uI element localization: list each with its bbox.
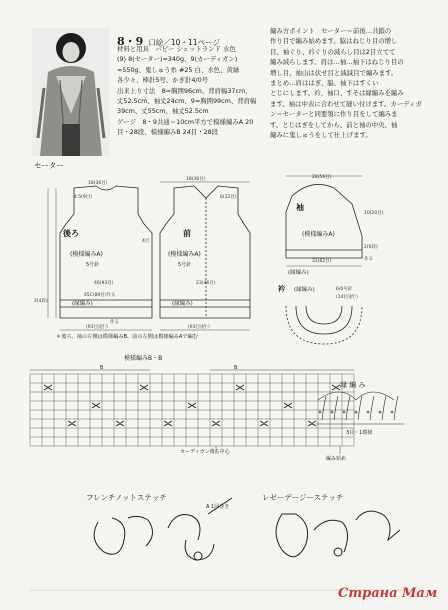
back-piece-title: 後ろ (63, 229, 79, 238)
dimension-label: (93目)拾う (86, 325, 109, 330)
chart-b-title: 模様編みB・B (124, 355, 163, 362)
dimension-label: 4目 (142, 239, 150, 244)
collar-dimension: (14目)拾う (336, 295, 359, 300)
chart-b-label-right: B (234, 365, 238, 371)
materials-line: ゲージ 8・9共通＝10cm平方で模様編みA 20 (117, 117, 254, 126)
instruction-line: す。とじはぎをしてから、前と袖の中央、袖 (270, 120, 398, 129)
page-reference: 口絵／10・11ページ (148, 38, 220, 47)
back-piece-pattern: (模様編みA) (70, 251, 103, 258)
dimension-label: 2(4段) (34, 299, 48, 304)
sleeve-title: 袖 (296, 203, 304, 212)
instruction-line: 目、袖ぐり、衿ぐりの減らし目は2目立てて (270, 47, 396, 56)
chart-b-center-caption: カーディガン後ろ中心 (180, 449, 230, 455)
dimension-label: 4.5(9目) (74, 195, 93, 200)
dimension-label: 6(12目) (220, 195, 237, 200)
sleeve-dimension: 28(56目) (312, 175, 332, 180)
instruction-line: 編みに鬼しゅうをして仕上げます。 (270, 131, 372, 140)
lazy-daisy-title: レゼーデージーステッチ (262, 493, 344, 502)
sleeve-edging: (縁編み) (288, 270, 309, 276)
dimension-label: 23(46目) (196, 281, 216, 286)
instruction-line: まとめ…肩ははぎ、脇、袖下はすくい (270, 79, 379, 88)
front-needle-size: 5号針 (178, 262, 192, 268)
back-needle-size: 5号針 (86, 262, 100, 268)
materials-line: 出来上り寸法 8=胸囲96cm、背肩幅37cm、 (117, 86, 252, 95)
model-number: 8・9 (117, 35, 144, 48)
instruction-line: 増し目、袖山は伏せ目と減減目で編みます。 (270, 68, 398, 77)
materials-line: 各少々、棒針5号、かぎ針4/0号 (117, 76, 209, 85)
front-edging-label: (縁編み) (172, 301, 193, 307)
dimension-label: 18(36目) (88, 181, 108, 186)
materials-line: 材料と用具 パピー シェットランド 水色 (117, 45, 236, 53)
front-piece-pattern: (模様編みA) (168, 251, 201, 258)
materials-line: =550g、鬼しゅう糸 #25 白、水色、黄緑 (117, 65, 240, 74)
chart-b-start-caption: 編み始め (326, 456, 347, 462)
sleeve-dimension: 31(62目) (312, 259, 332, 264)
sweater-section-title: セーター (34, 161, 64, 170)
instruction-line: 編み方ポイント セーター＝前後…共鎖の (270, 27, 392, 35)
back-edging-label: (縁編み) (72, 301, 93, 307)
materials-line: 丈52.5cm、袖丈24cm、9=胸囲99cm、背肩幅 (117, 97, 257, 106)
watermark: Страна Мам (338, 586, 438, 601)
dimension-label: (93目)拾う (188, 325, 211, 330)
instruction-line: とじにします。衿、袖口、すそは縁編みを編み (270, 89, 404, 98)
dimension-label: 46(93目) (94, 281, 114, 286)
edging-chart-title: 縁 編 み (340, 381, 366, 389)
instruction-line: ます。袖は中表に合わせて縫い付けます。カーディガ (270, 99, 422, 108)
instruction-line: ン＝セーターと同要領に作り目をして編みま (270, 110, 398, 119)
collar-edging: (縁編み) (294, 287, 315, 293)
french-knot-title: フレンチノットステッチ (86, 493, 167, 502)
dimension-label: 作る (110, 320, 119, 325)
collar-dimension: 6/0号針 (336, 287, 353, 292)
dimension-label: 45C(89目)作る (84, 293, 116, 298)
french-knot-note: A 1回巻き (206, 504, 230, 510)
schematic-footnote: ＊後ろ、袖の左側は模様編みB、前の左側は模様編みAで編む (56, 334, 198, 340)
front-piece-title: 前 (183, 229, 191, 238)
edging-chart-caption: 3目・1模様 (346, 430, 373, 436)
collar-title: 衿 (278, 285, 285, 293)
sleeve-dimension: 作る (364, 257, 373, 262)
dimension-label: 18(36目) (186, 177, 206, 182)
materials-line: (9) 8(セーター)=340g、9(カーディガン) (117, 55, 238, 64)
sleeve-pattern: (模様編みA) (302, 231, 335, 238)
materials-line: 39cm、丈55cm、袖丈52.5cm (117, 107, 209, 116)
instruction-line: 作り目で編み始めます。脇はねじり目の増し (270, 37, 398, 46)
sleeve-dimension: 10(20目) (364, 211, 384, 216)
instruction-line: 編み減らします。肩は…袖…袖下はねじり目の (270, 58, 404, 67)
materials-line: 目・28段、模様編みB 24目・28段 (117, 128, 219, 137)
chart-b-label-left: B (100, 365, 104, 371)
sleeve-dimension: 2(6段) (364, 245, 378, 250)
